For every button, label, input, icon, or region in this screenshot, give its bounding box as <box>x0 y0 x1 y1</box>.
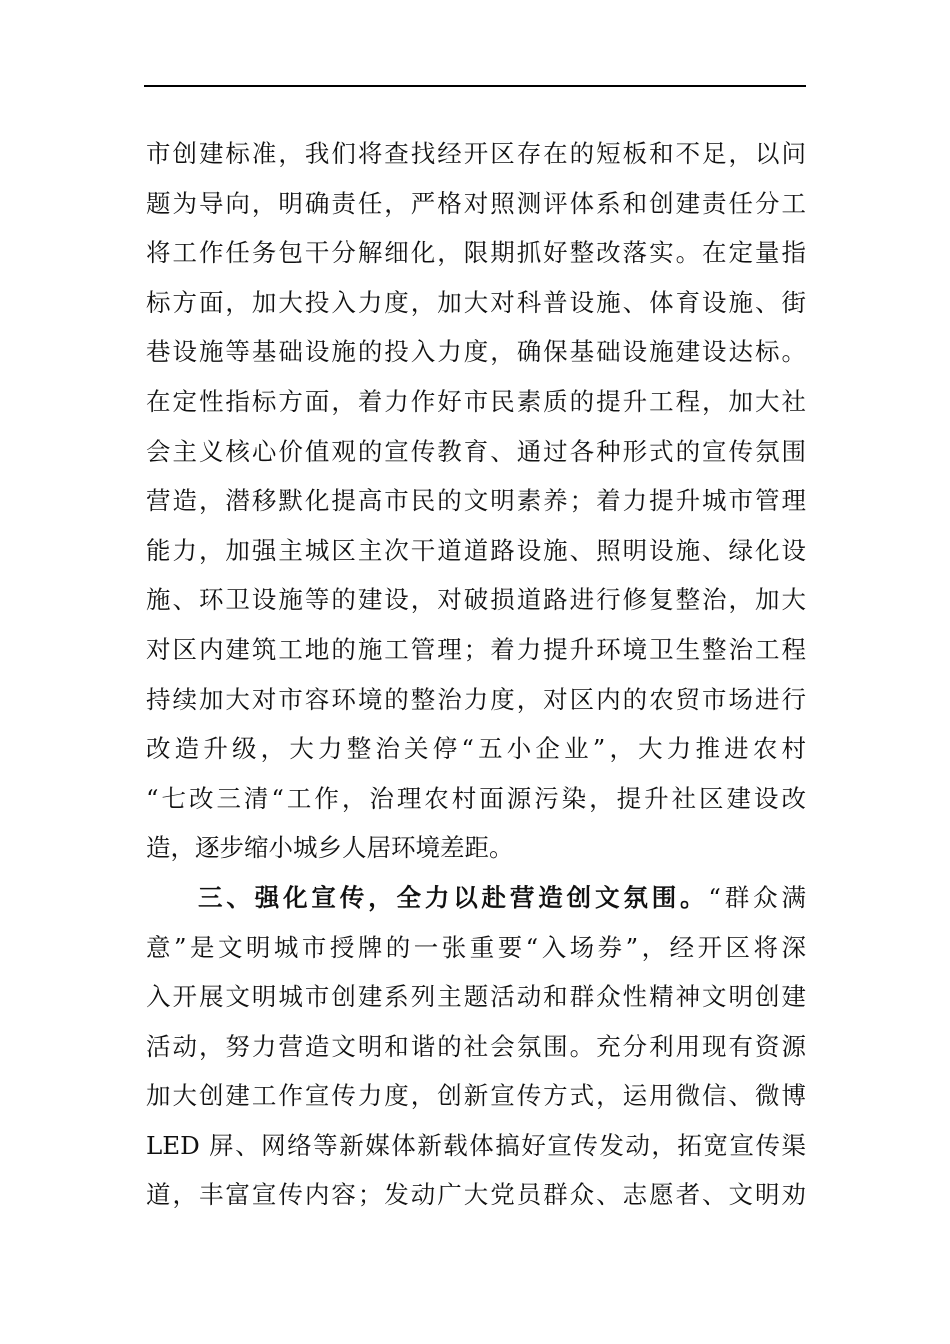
text-line: 能力，加强主城区主次干道道路设施、照明设施、绿化设 <box>146 535 806 565</box>
text-line: 将工作任务包干分解细化，限期抓好整改落实。在定量指 <box>146 238 806 268</box>
text-line: 标方面，加大投入力度，加大对科普设施、体育设施、街 <box>146 287 806 317</box>
text-line: LED 屏、网络等新媒体新载体搞好宣传发动，拓宽宣传渠 <box>146 1130 806 1160</box>
text-line: 题为导向，明确责任，严格对照测评体系和创建责任分工 <box>146 188 806 218</box>
text-line: 意”是文明城市授牌的一张重要“入场券”，经开区将深 <box>146 932 806 962</box>
text-line: 营造，潜移默化提高市民的文明素养；着力提升城市管理 <box>146 486 806 516</box>
text-line: 加大创建工作宣传力度，创新宣传方式，运用微信、微博 <box>146 1081 806 1111</box>
text-line: 改造升级，大力整治关停“五小企业”，大力推进农村 <box>146 734 806 764</box>
header-rule <box>144 85 806 87</box>
text-line: 道，丰富宣传内容；发动广大党员群众、志愿者、文明劝 <box>146 1180 806 1210</box>
text-line: 对区内建筑工地的施工管理；着力提升环境卫生整治工程 <box>146 634 806 664</box>
text-line: 持续加大对市容环境的整治力度，对区内的农贸市场进行 <box>146 684 806 714</box>
text-line: 入开展文明城市创建系列主题活动和群众性精神文明创建 <box>146 982 806 1012</box>
text-line: 会主义核心价值观的宣传教育、通过各种形式的宣传氛围 <box>146 436 806 466</box>
text-line: 造，逐步缩小城乡人居环境差距。 <box>146 833 514 863</box>
text-line: 活动，努力营造文明和谐的社会氛围。充分利用现有资源 <box>146 1031 806 1061</box>
text-line: “七改三清“工作，治理农村面源污染，提升社区建设改 <box>146 783 806 813</box>
text-line: 在定性指标方面，着力作好市民素质的提升工程，加大社 <box>146 386 806 416</box>
text-line: 巷设施等基础设施的投入力度，确保基础设施建设达标。 <box>146 337 806 367</box>
body-text <box>146 129 806 1220</box>
section-3-first-line-text: “群众满 <box>708 882 806 912</box>
text-line: 市创建标准，我们将查找经开区存在的短板和不足，以问 <box>146 139 806 168</box>
section-3-heading: 三、强化宣传，全力以赴营造创文氛围。 <box>198 882 709 912</box>
text-line: 施、环卫设施等的建设，对破损道路进行修复整治，加大 <box>146 585 806 615</box>
section-3-first-line <box>146 873 806 923</box>
